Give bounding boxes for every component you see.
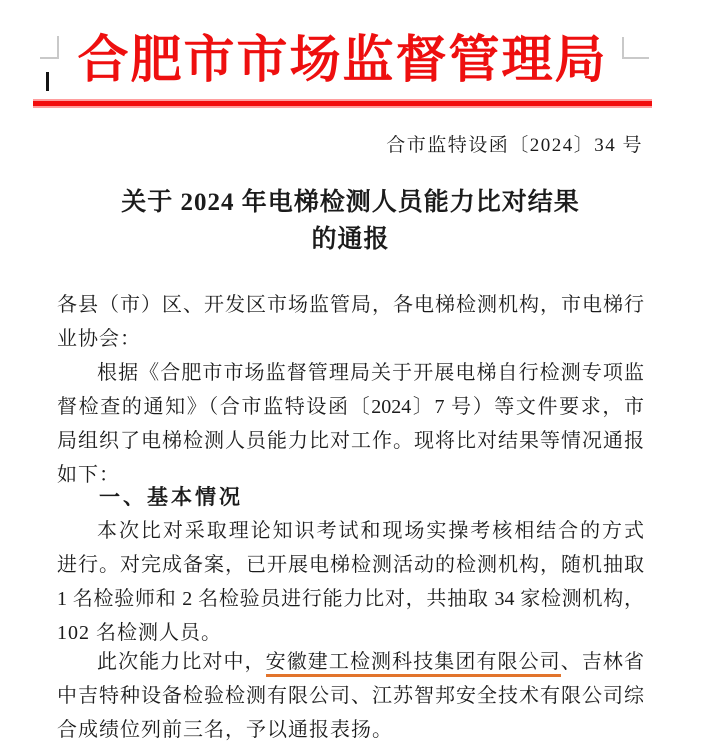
title-line-2: 的通报 <box>311 226 390 253</box>
paragraph-results-line-2: 中吉特种设备检验检测有限公司、江苏智邦安全技术有限公司综 <box>57 685 644 707</box>
agency-name-header: 合肥市市场监督管理局 <box>77 33 608 89</box>
results-suffix-text: 、吉林省 <box>560 651 645 673</box>
paragraph-method-line-2: 进行。对完成备案，已开展电梯检测活动的检测机构，随机抽取 <box>57 554 644 576</box>
document-number: 合市监特设函〔2024〕34 号 <box>386 135 643 156</box>
paragraph-method <box>57 514 644 650</box>
paragraph-method-line-3: 1 名检验师和 2 名检验员进行能力比对，共抽取 34 家检测机构， <box>57 588 644 610</box>
paragraph-basis-line-2: 督检查的通知》（合市监特设函〔2024〕7 号）等文件要求，市 <box>57 396 644 418</box>
paragraph-results-line-3: 合成绩位列前三名，予以通报表扬。 <box>57 719 393 741</box>
paragraph-basis-line-3: 局组织了电梯检测人员能力比对工作。现将比对结果等情况通报 <box>57 430 644 452</box>
section-heading-basic-situation: 一、基本情况 <box>99 486 243 509</box>
results-prefix-text: 此次能力比对中， <box>97 651 266 673</box>
salutation-paragraph <box>57 288 644 356</box>
paragraph-method-line-1: 本次比对采取理论知识考试和现场实操考核相结合的方式 <box>97 520 644 542</box>
paragraph-results <box>57 645 644 745</box>
top-company-underlined: 安徽建工检测科技集团有限公司 <box>266 651 561 677</box>
red-separator-line <box>33 99 652 108</box>
paragraph-results-line-1 <box>57 645 644 679</box>
paragraph-basis-line-1: 根据《合肥市市场监督管理局关于开展电梯自行检测专项监 <box>97 362 644 384</box>
paragraph-method-line-4: 102 名检测人员。 <box>57 622 222 644</box>
paragraph-basis-line-4: 如下： <box>57 464 120 486</box>
paragraph-basis <box>57 356 644 492</box>
title-line-1: 关于 2024 年电梯检测人员能力比对结果 <box>121 189 580 216</box>
salutation-line-2: 业协会： <box>57 328 141 350</box>
salutation-line-1: 各县（市）区、开发区市场监管局，各电梯检测机构，市电梯行 <box>57 294 644 316</box>
document-title <box>57 184 644 258</box>
